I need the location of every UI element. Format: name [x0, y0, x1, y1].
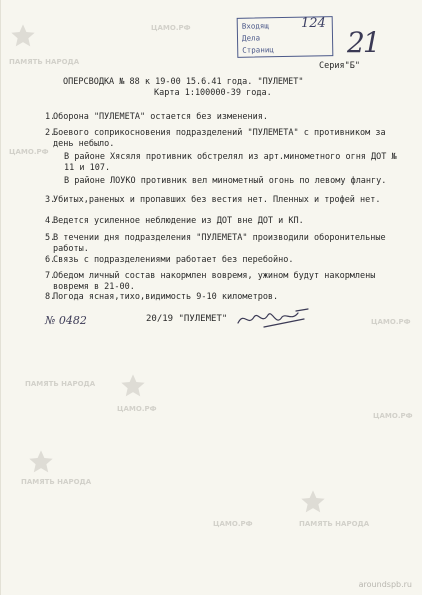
item-number: 6. — [45, 255, 56, 265]
report-subitem — [64, 152, 404, 174]
report-item — [45, 271, 393, 293]
stamp-number: 124 — [301, 16, 326, 31]
report-item — [45, 112, 393, 123]
report-title: ОПЕРСВОДКА № 88 к 19-00 15.6.41 года. "ПУЛЕМЕТ" — [63, 77, 304, 87]
report-subitem — [64, 176, 404, 187]
unit-signature-line: 20/19 "ПУЛЕМЕТ" — [146, 314, 228, 324]
site-watermark: aroundspb.ru — [358, 580, 412, 589]
watermark-label: ПАМЯТЬ НАРОДА — [9, 58, 80, 66]
watermark-label: ПАМЯТЬ НАРОДА — [21, 478, 92, 486]
report-item — [45, 292, 393, 303]
item-text: Убитых,раненых и пропавших без вестия нет. Пленных и трофей нет. — [53, 195, 381, 205]
report-item — [45, 195, 393, 206]
handwritten-signature — [234, 305, 314, 335]
report-item — [45, 255, 393, 266]
item-number: 2. — [45, 128, 56, 138]
item-text: Обедом личный состав накормлен вовремя, ужином будут накормлены вовремя в 21-00. — [53, 271, 376, 292]
watermark-label: ЦАМО.РФ — [371, 318, 411, 326]
star-watermark-icon — [299, 488, 327, 516]
report-item — [45, 128, 393, 150]
item-number: 3. — [45, 195, 56, 205]
report-item — [45, 216, 393, 227]
watermark-label: ПАМЯТЬ НАРОДА — [25, 380, 96, 388]
stamp-line: Входящ — [241, 21, 269, 31]
item-number: 8. — [45, 292, 56, 302]
page-number-handwritten: 21 — [347, 26, 379, 59]
report-map-line: Карта 1:100000-39 года. — [154, 88, 272, 98]
watermark-label: ПАМЯТЬ НАРОДА — [299, 520, 370, 528]
watermark-label: ЦАМО.РФ — [373, 412, 413, 420]
item-number: 7. — [45, 271, 56, 281]
report-item — [45, 233, 393, 255]
item-number: 4. — [45, 216, 56, 226]
item-text: Оборона "ПУЛЕМЕТА" остается без изменения. — [53, 112, 268, 122]
stamp-line: Страниц — [242, 45, 274, 55]
star-watermark-icon — [27, 448, 55, 476]
item-text: Боевого соприкосновения подразделений "ПУЛЕМЕТА" с противником за день небыло. — [53, 128, 386, 149]
item-text: В течении дня подразделения "ПУЛЕМЕТА" производили оборонительные работы. — [53, 233, 386, 254]
item-text: Связь с подразделениями работает без перебойно. — [53, 255, 294, 265]
watermark-label: ЦАМО.РФ — [117, 405, 157, 413]
star-watermark-icon — [9, 22, 37, 50]
watermark-label: ЦАМО.РФ — [151, 24, 191, 32]
item-number: 1. — [45, 112, 56, 122]
item-text: Ведется усиленное неблюдение из ДОТ вне ДОТ и КП. — [53, 216, 304, 226]
registration-number: № 0482 — [45, 314, 87, 327]
stamp-line: Дела — [241, 33, 261, 43]
item-number: 5. — [45, 233, 56, 243]
star-watermark-icon — [119, 372, 147, 400]
series-label: Серия"Б" — [319, 61, 360, 71]
item-text: В районе Хясяля противник обстрелял из арт.минометного огня ДОТ № 11 и 107. — [64, 152, 397, 173]
watermark-label: ЦАМО.РФ — [9, 148, 49, 156]
item-text: Погода ясная,тихо,видимость 9-10 километров. — [53, 292, 279, 302]
watermark-label: ЦАМО.РФ — [213, 520, 253, 528]
item-text: В районе ЛОУКО противник вел минометный огонь по левому флангу. — [64, 176, 387, 186]
